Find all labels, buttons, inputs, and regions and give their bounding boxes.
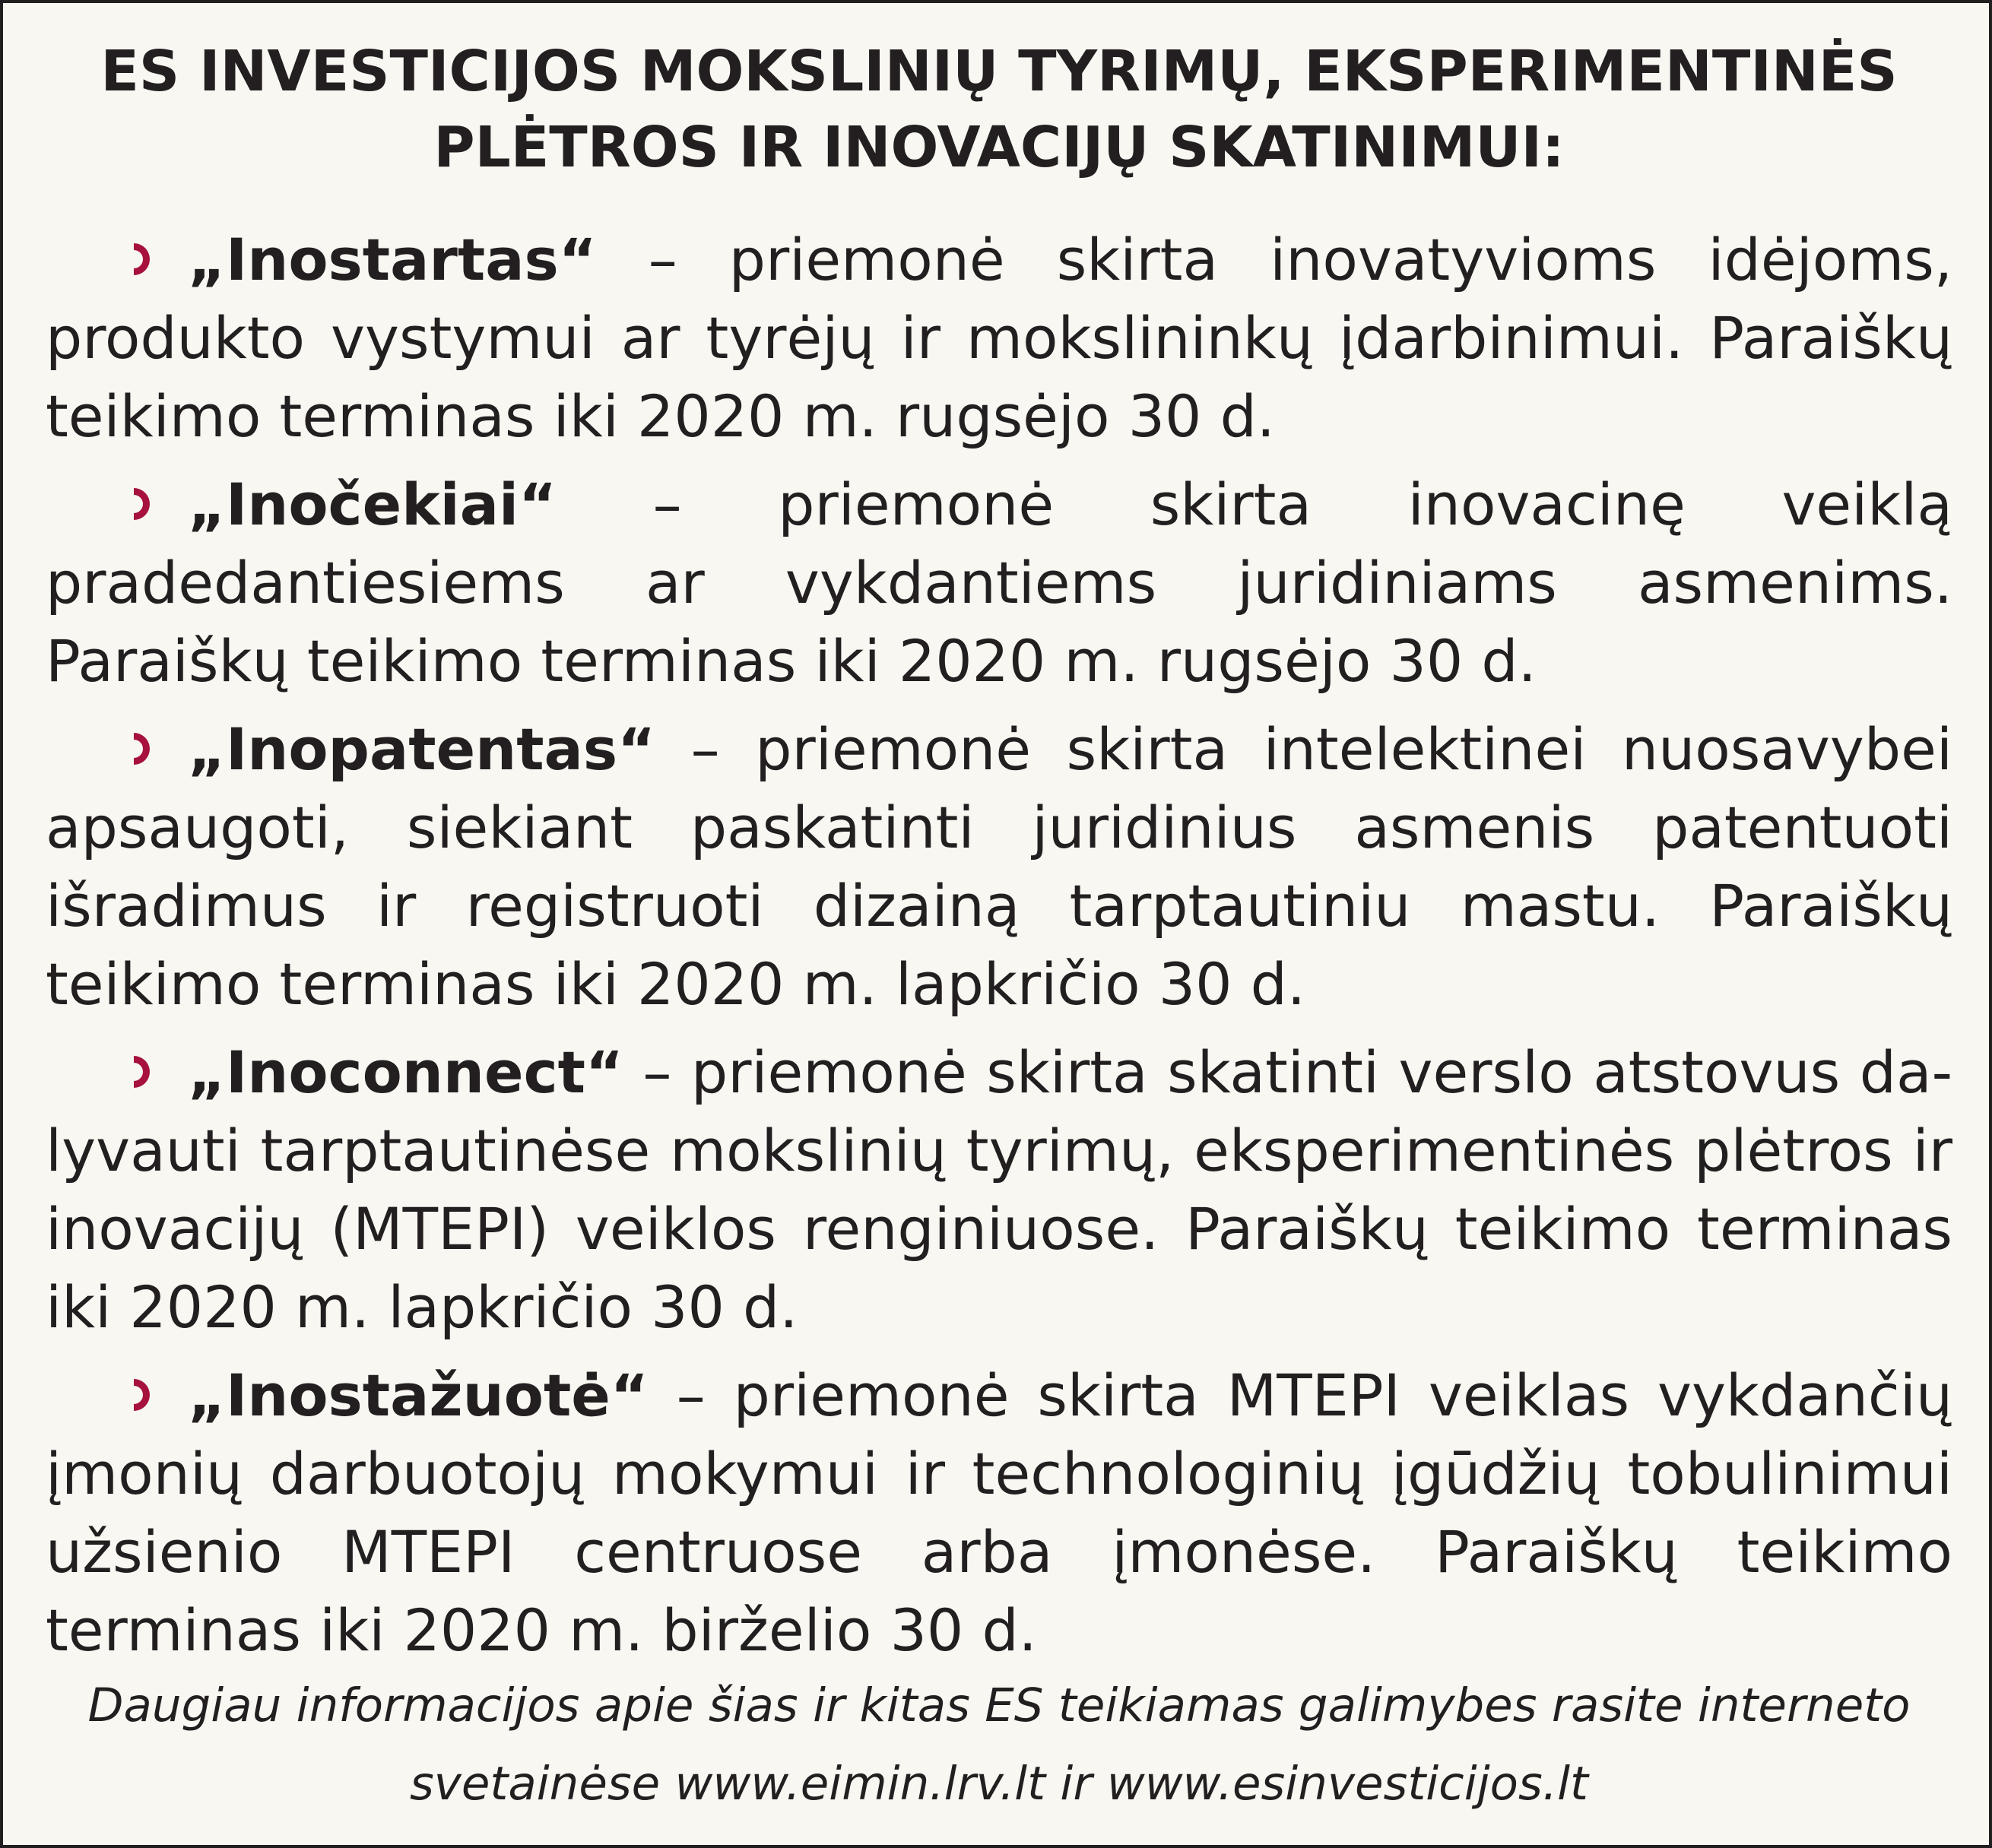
bullet-icon <box>134 488 154 520</box>
list-item <box>46 1356 1952 1669</box>
measure-description: – priemonė skirta skatinti verslo atstovus dalyvauti tarptautinėse mokslinių tyrimų, eksperimentinės plėtros ir inovacijų (MTEPI) veiklos renginiuose. Paraiškų teikimo terminas iki 2020 m. lapkričio 30 d. <box>46 1038 1952 1341</box>
measures-list <box>46 220 1952 1679</box>
title-line-1: ES INVESTICIJOS MOKSLINIŲ TYRIMŲ, EKSPERIMENTINĖS <box>100 39 1898 104</box>
footer-note <box>33 1666 1965 1823</box>
list-item <box>46 1033 1952 1346</box>
list-item <box>46 710 1952 1023</box>
measure-name: „Inopatentas“ <box>188 715 656 783</box>
title-line-2: PLĖTROS IR INOVACIJŲ SKATINIMUI: <box>433 115 1565 180</box>
bullet-icon <box>134 733 154 765</box>
bullet-icon <box>134 243 154 275</box>
measure-name: „Inoconnect“ <box>188 1038 623 1106</box>
list-item <box>46 465 1952 700</box>
measure-description: – priemonė skirta inovatyvioms idėjoms, produkto vystymui ar tyrėjų ir mokslininkų įdarbinimui. Paraiškų teikimo terminas iki 2020 m. rugsėjo 30 d. <box>46 226 1952 450</box>
measure-name: „Inočekiai“ <box>188 471 557 538</box>
measure-description: – priemonė skirta inovacinę veiklą pradedantiesiems ar vykdantiems juridiniams asmenims. Paraiškų teikimo terminas iki 2020 m. rugsėjo 30 d. <box>46 471 1952 695</box>
footer-line-1: Daugiau informacijos apie šias ir kitas ES teikiamas galimybes rasite interneto <box>87 1678 1911 1732</box>
measure-description: – priemonė skirta intelektinei nuosavybei apsaugoti, siekiant paskatinti juridinius asmenis patentuoti išradimus ir registruoti dizainą tarptautiniu mastu. Paraiškų teikimo terminas iki 2020 m. lapkričio 30 d. <box>46 715 1952 1018</box>
page-title <box>33 33 1965 185</box>
list-item <box>46 220 1952 455</box>
measure-name: „Inostažuotė“ <box>188 1361 649 1429</box>
footer-line-2: svetainėse www.eimin.lrv.lt ir www.esinvesticijos.lt <box>410 1757 1588 1811</box>
bullet-icon <box>134 1379 154 1411</box>
bullet-icon <box>134 1056 154 1088</box>
measure-description: – priemonė skirta MTEPI veiklas vykdančių įmonių darbuotojų mokymui ir technologinių įgūdžių tobulinimui užsienio MTEPI centruose arba įmonėse. Paraiškų teikimo terminas iki 2020 m. birželio 30 d. <box>46 1361 1952 1664</box>
measure-name: „Inostartas“ <box>188 226 597 293</box>
